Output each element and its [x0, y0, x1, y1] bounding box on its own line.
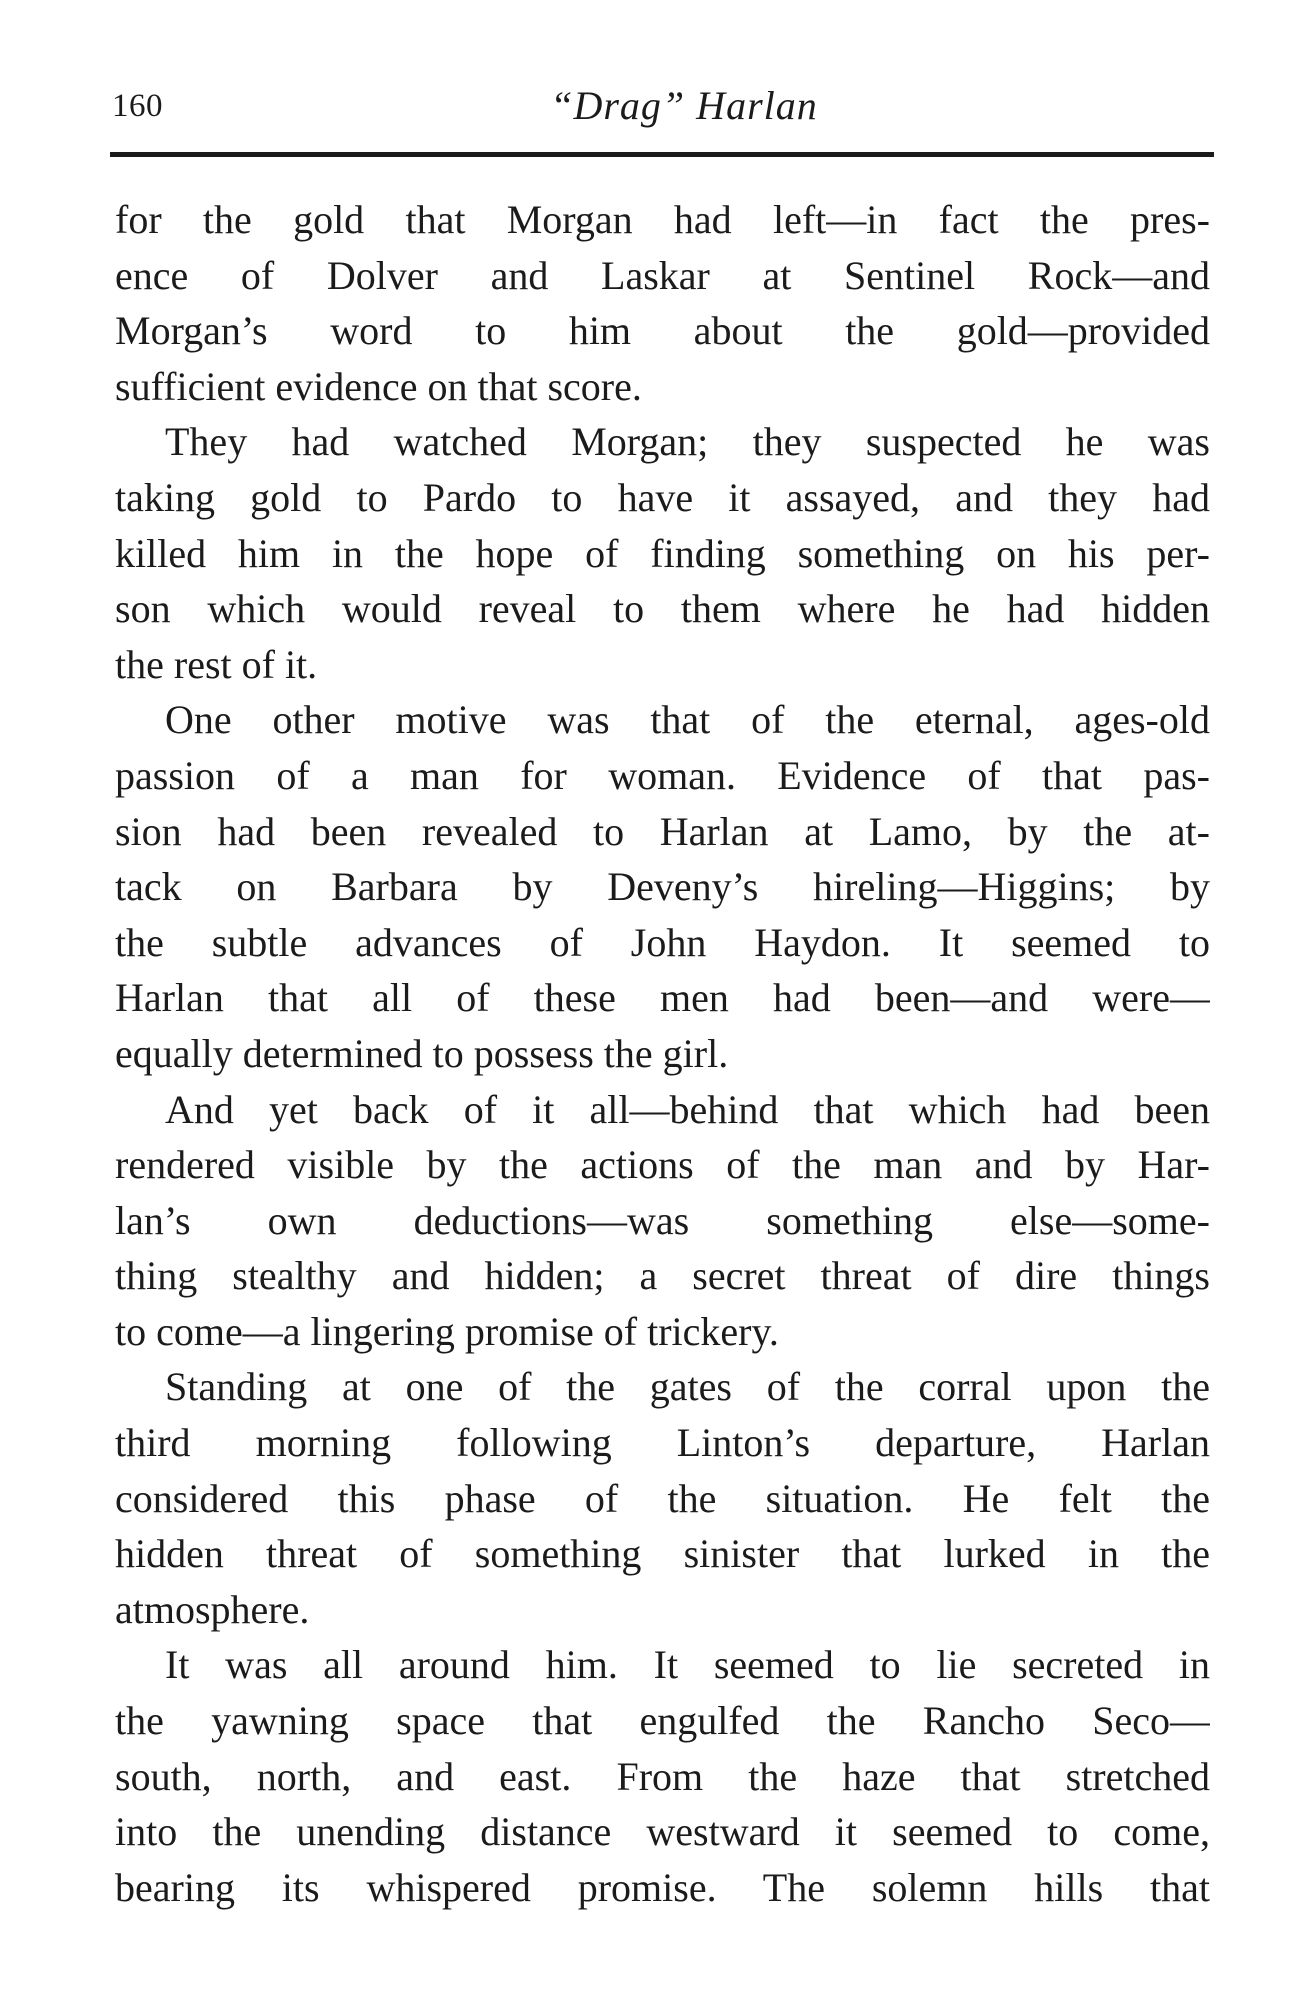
text-line: considered this phase of the situation. He felt the [115, 1475, 1210, 1521]
text-line: the subtle advances of John Haydon. It seemed to [115, 919, 1210, 965]
text-line: bearing its whispered promise. The solemn hills that [115, 1864, 1210, 1910]
text-line: Morgan’s word to him about the gold—provided [115, 308, 1210, 354]
text-line: rendered visible by the actions of the man and by Har- [115, 1142, 1210, 1188]
text-line: for the gold that Morgan had left—in fact the pres- [115, 197, 1210, 242]
text-line: the yawning space that engulfed the Rancho Seco— [115, 1698, 1210, 1744]
text-line: thing stealthy and hidden; a secret threat of dire things [115, 1253, 1210, 1299]
running-head [112, 82, 1216, 132]
text-line: passion of a man for woman. Evidence of that pas- [115, 752, 1210, 798]
text-line: equally determined to possess the girl. [115, 1030, 729, 1076]
text-line: It was all around him. It seemed to lie secreted in [165, 1642, 1210, 1688]
book-title: “Drag” Harlan [550, 83, 818, 128]
text-line: to come—a lingering promise of trickery. [115, 1308, 779, 1354]
page-number: 160 [112, 88, 163, 124]
text-line: sion had been revealed to Harlan at Lamo, by the at- [115, 808, 1210, 854]
text-line: hidden threat of something sinister that lurked in the [115, 1531, 1210, 1577]
text-line: killed him in the hope of finding something on his per- [115, 530, 1210, 576]
text-line: ence of Dolver and Laskar at Sentinel Rock—and [115, 252, 1210, 298]
text-line: the rest of it. [115, 641, 318, 687]
text-line: son which would reveal to them where he had hidden [115, 586, 1210, 632]
text-line: One other motive was that of the eternal, ages-old [165, 697, 1210, 743]
text-line: atmosphere. [115, 1586, 310, 1632]
text-line: Standing at one of the gates of the corral upon the [165, 1364, 1210, 1410]
text-line: taking gold to Pardo to have it assayed, and they had [115, 474, 1210, 520]
text-line: third morning following Linton’s departure, Harlan [115, 1420, 1210, 1466]
body-text [115, 192, 1210, 1915]
text-line: tack on Barbara by Deveny’s hireling—Higgins; by [115, 864, 1210, 910]
text-line: They had watched Morgan; they suspected he was [165, 419, 1210, 465]
text-line: south, north, and east. From the haze that stretched [115, 1753, 1210, 1799]
text-line: Harlan that all of these men had been—and were— [115, 975, 1210, 1021]
text-line: sufficient evidence on that score. [115, 363, 642, 409]
header-rule [110, 152, 1214, 157]
text-line: lan’s own deductions—was something else—some- [115, 1197, 1210, 1243]
text-line: And yet back of it all—behind that which had been [165, 1086, 1210, 1132]
text-line: into the unending distance westward it seemed to come, [115, 1809, 1210, 1855]
